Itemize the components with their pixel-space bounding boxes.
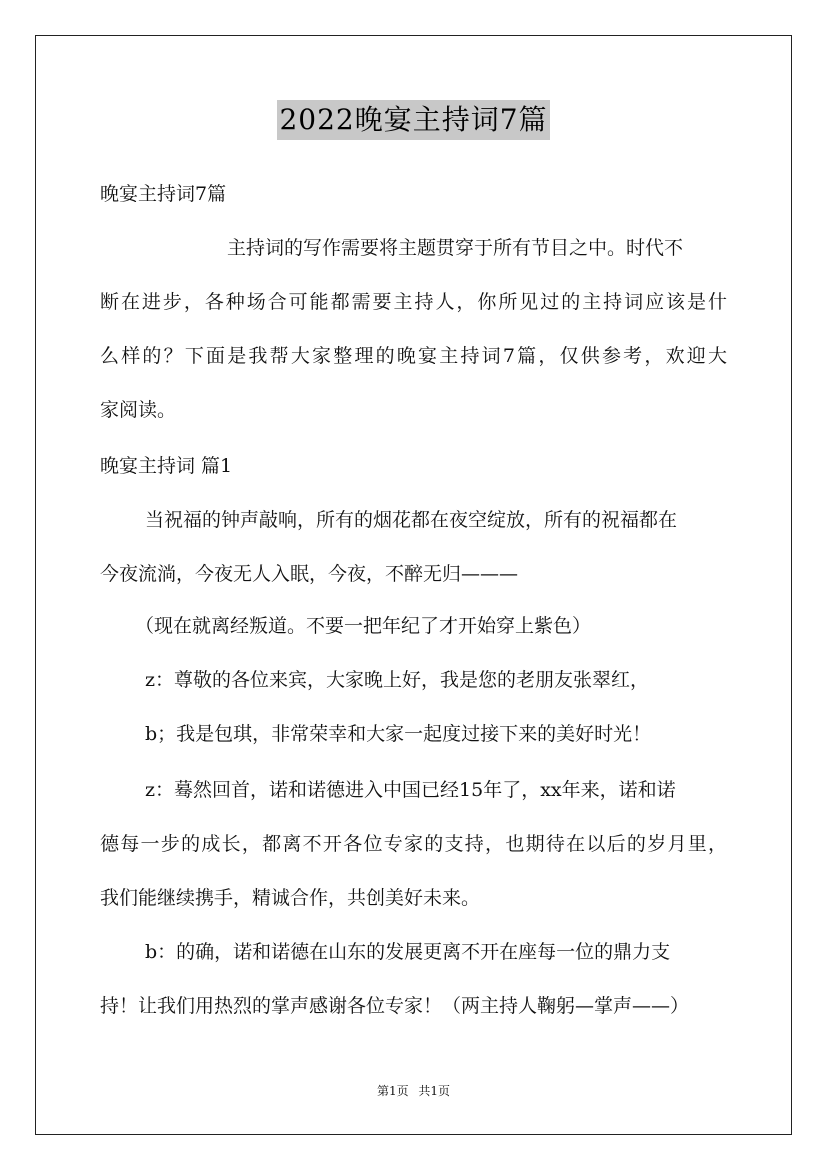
dialogue-line: b：的确，诺和诺德在山东的发展更离不开在座每一位的鼎力支 <box>145 941 671 963</box>
title-container <box>0 100 827 140</box>
paragraph-line: 么样的？下面是我帮大家整理的晚宴主持词7篇，仅供参考，欢迎大 <box>100 345 727 367</box>
subtitle-line: 晚宴主持词7篇 <box>100 183 227 205</box>
paragraph-line: 我们能继续携手，精诚合作，共创美好未来。 <box>100 887 481 909</box>
page-footer <box>0 1083 827 1099</box>
paragraph-line: （现在就离经叛道。不要一把年纪了才开始穿上紫色） <box>135 615 592 637</box>
document-title: 2022晚宴主持词7篇 <box>277 100 549 140</box>
paragraph-line: 德每一步的成长，都离不开各位专家的支持，也期待在以后的岁月里， <box>100 833 727 855</box>
page-total: 共1页 <box>418 1084 451 1098</box>
paragraph-line: 主持词的写作需要将主题贯穿于所有节目之中。时代不 <box>227 237 684 259</box>
paragraph-line: 今夜流淌，今夜无人入眠，今夜，不醉无归——— <box>100 563 519 585</box>
paragraph-line: 家阅读。 <box>100 399 177 421</box>
dialogue-line: b；我是包琪，非常荣幸和大家一起度过接下来的美好时光！ <box>145 723 652 745</box>
paragraph-line: 当祝福的钟声敲响，所有的烟花都在夜空绽放，所有的祝福都在 <box>145 509 678 531</box>
paragraph-line: 持！让我们用热烈的掌声感谢各位专家！（两主持人鞠躬—掌声——） <box>100 995 690 1017</box>
page-number: 第1页 <box>376 1084 409 1098</box>
section-heading: 晚宴主持词 篇1 <box>100 455 233 477</box>
paragraph-line: 断在进步，各种场合可能都需要主持人，你所见过的主持词应该是什 <box>100 291 727 313</box>
dialogue-line: z：蓦然回首，诺和诺德进入中国已经15年了，xx年来，诺和诺 <box>145 779 676 801</box>
dialogue-line: z：尊敬的各位来宾，大家晚上好，我是您的老朋友张翠红， <box>145 669 650 691</box>
